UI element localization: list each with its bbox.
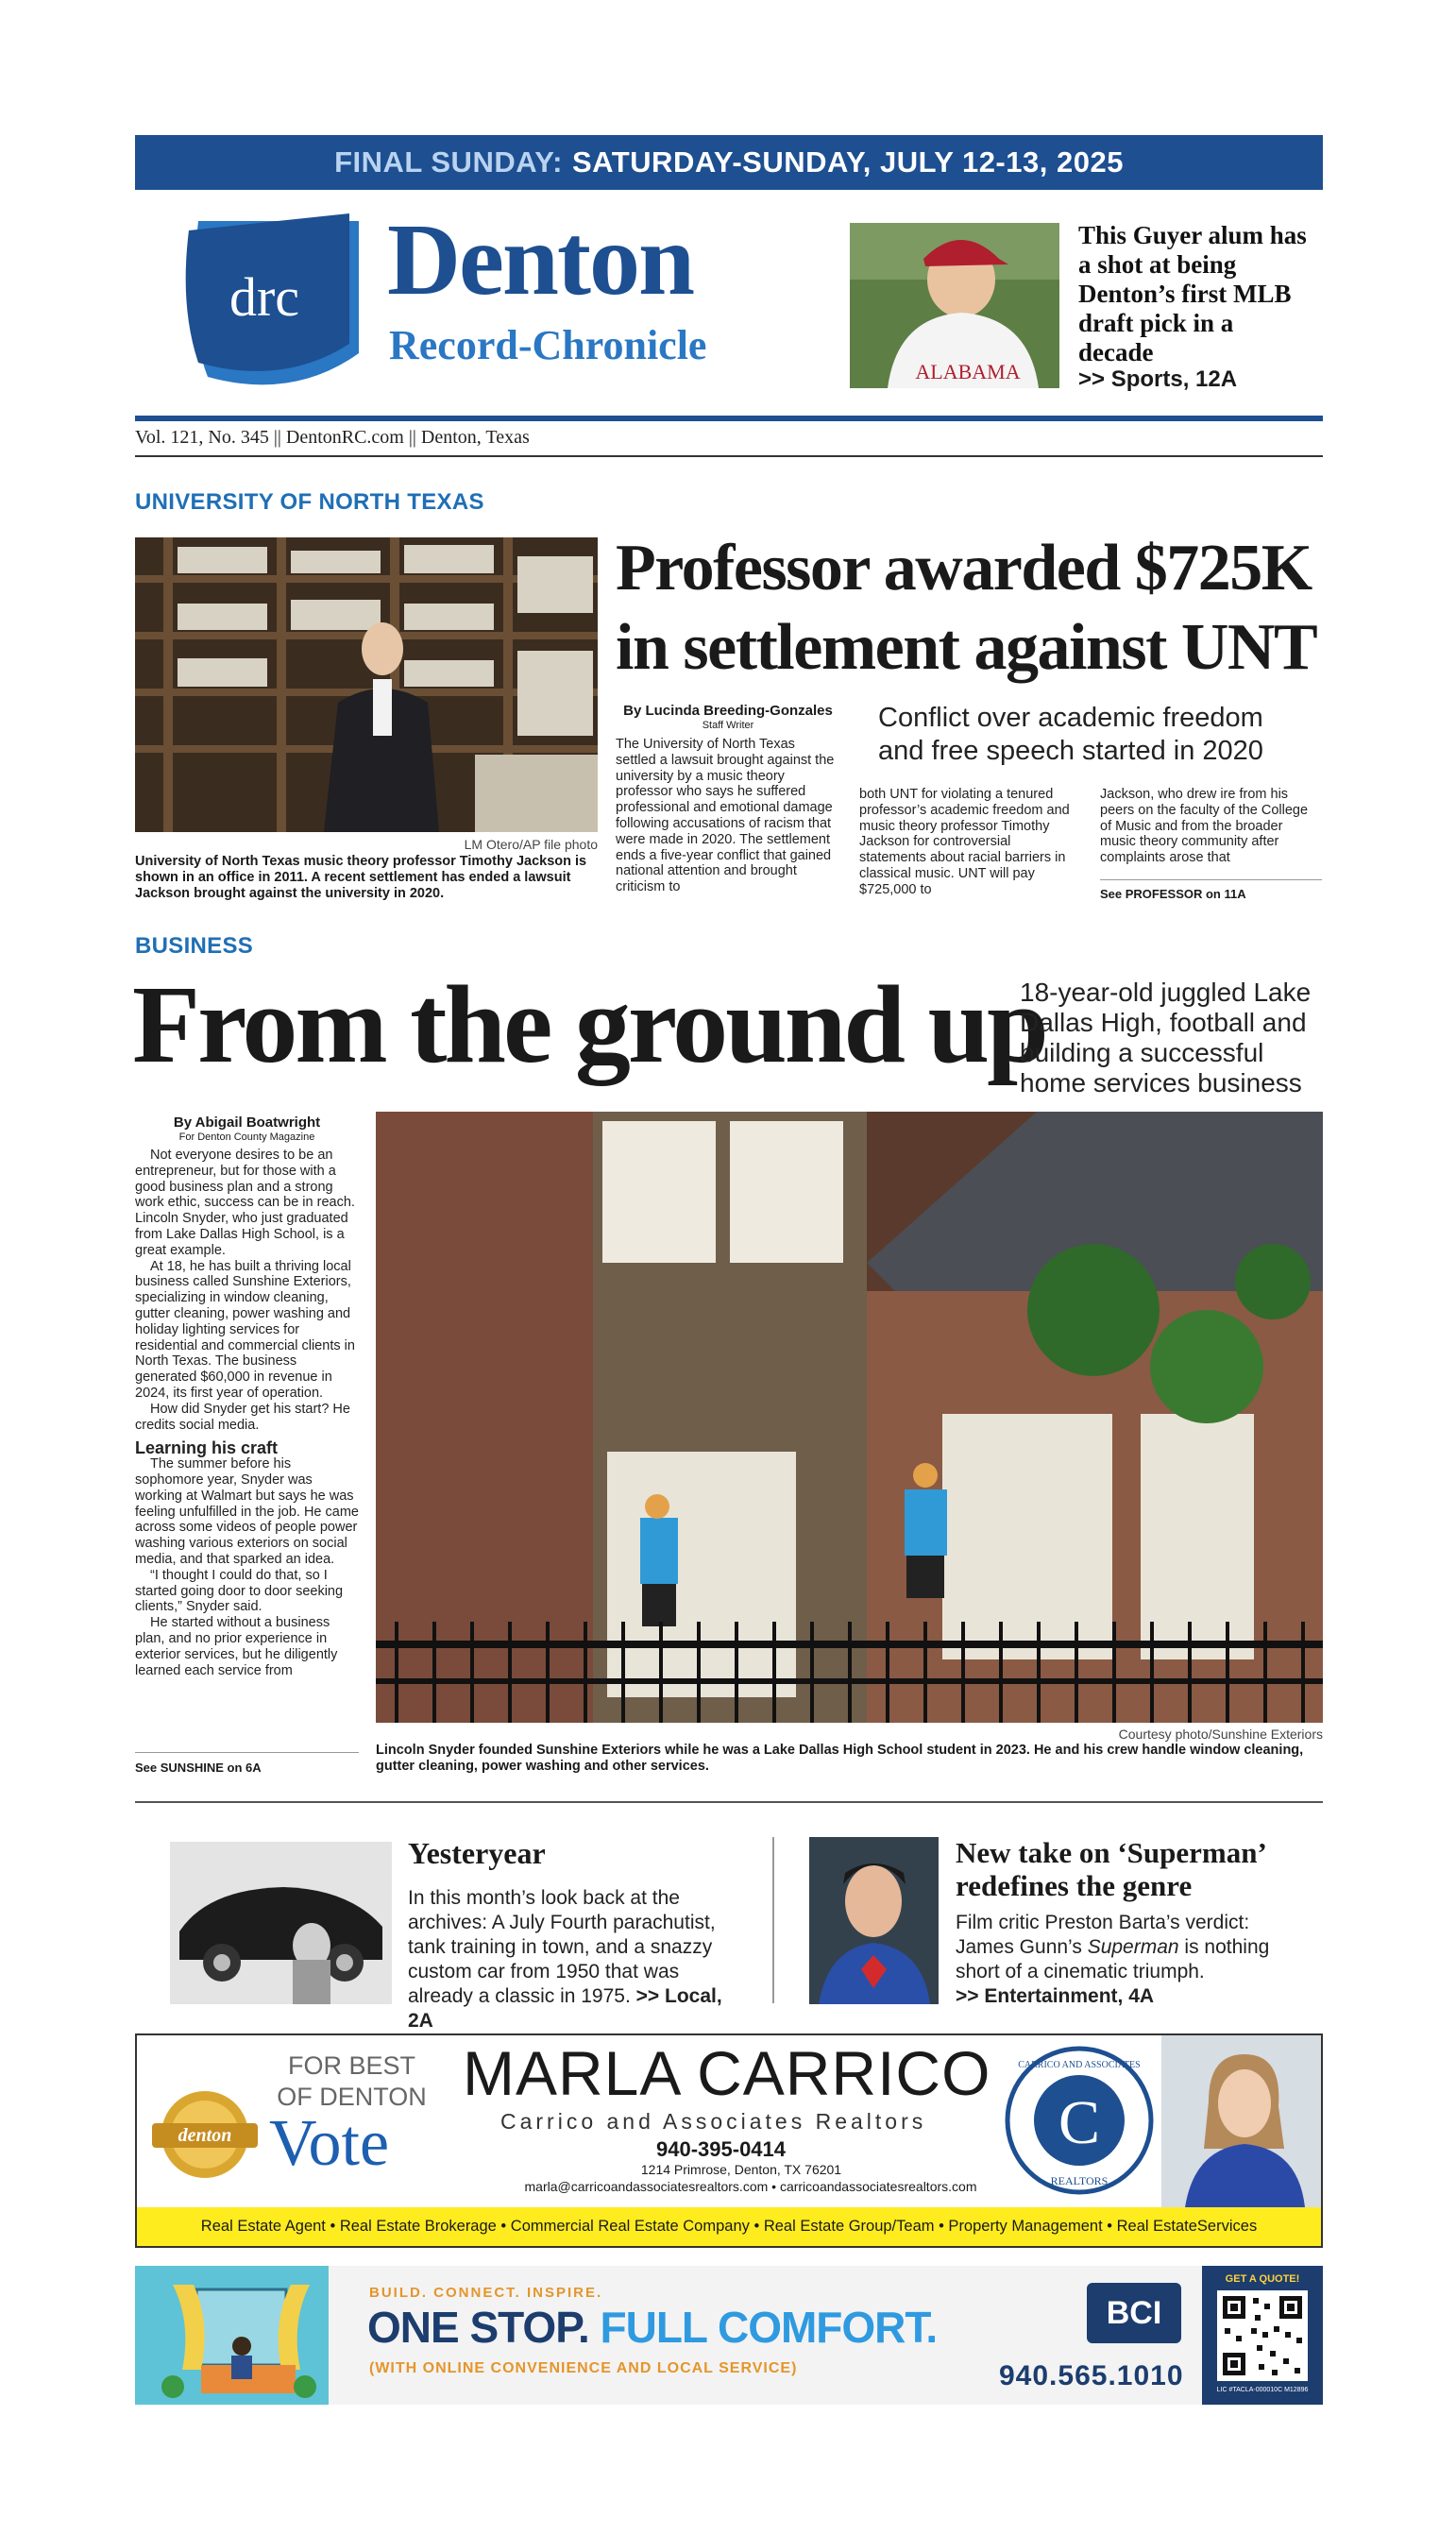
logo-initials: drc [229, 266, 300, 328]
superman-summary [956, 1911, 1305, 2009]
unt-jump-rule [1100, 879, 1322, 880]
teaser-divider [772, 1837, 774, 2003]
business-headline[interactable]: From the ground up [132, 962, 1046, 1086]
ad-tagline: BUILD. CONNECT. INSPIRE. [369, 2285, 603, 2301]
bci-phone[interactable]: 940.565.1010 [999, 2360, 1184, 2391]
unt-headline[interactable]: Professor awarded $725K in settlement against UNT [616, 532, 1317, 684]
unt-byline: By Lucinda Breeding-Gonzales [623, 703, 833, 719]
ad-realtor-name: MARLA CARRICO [463, 2038, 991, 2108]
ad-realtor-company: Carrico and Associates Realtors [500, 2109, 927, 2134]
business-photo-caption: Lincoln Snyder founded Sunshine Exteriors while he was a Lake Dallas High School student in 2023. He and his crew handle window cleaning, gutter cleaning, power washing and other services. [376, 1743, 1304, 1774]
business-byline: By Abigail Boatwright [173, 1114, 321, 1131]
business-jump-link[interactable]: See SUNSHINE on 6A [135, 1761, 262, 1775]
best-of-denton-badge [148, 2087, 262, 2182]
realtor-ad[interactable] [135, 2033, 1323, 2248]
seal-bottom-text: REALTORS [1050, 2174, 1109, 2187]
business-paragraph: The summer before his sophomore year, Snyder was working at Walmart but says he was feeling unfulfilled in the job. He came across some videos of people power washing various exteriors on social media, and that sparked an idea. [135, 1456, 359, 1567]
superman-photo[interactable] [809, 1837, 939, 2004]
superman-title: Superman [1087, 1936, 1179, 1958]
drc-logo[interactable] [179, 212, 373, 393]
folio-line: Vol. 121, No. 345 || DentonRC.com || Denton, Texas [135, 427, 530, 448]
business-story-photo[interactable] [376, 1112, 1323, 1723]
ad-headline-part1: ONE STOP. [367, 2303, 601, 2352]
ad-services-bar: Real Estate Agent • Real Estate Brokerage • Commercial Real Estate Company • Real Estate Group/Team • Property Management • Real EstateServices [137, 2207, 1321, 2246]
seal-top-text: CARRICO AND ASSOCIATES [1018, 2060, 1141, 2070]
ad-headline [367, 2304, 937, 2352]
business-deck: 18-year-old juggled Lake Dallas High, football and building a successful home services business [1020, 978, 1312, 1097]
ad-illustration [135, 2266, 329, 2405]
unt-body-col3: Jackson, who drew ire from his peers on the faculty of the College of Music and from the broader music theory community after complaints arose that [1100, 787, 1309, 866]
unt-kicker[interactable]: UNIVERSITY OF NORTH TEXAS [135, 489, 484, 515]
ad-realtor-address: 1214 Primrose, Denton, TX 76201 [640, 2162, 842, 2177]
teaser-photo-baseball-player[interactable] [850, 223, 1059, 388]
unt-photo-credit: LM Otero/AP file photo [464, 837, 598, 852]
edition-label: FINAL SUNDAY: [334, 145, 563, 179]
section-rule [135, 1801, 1323, 1803]
edition-date: SATURDAY-SUNDAY, JULY 12-13, 2025 [571, 145, 1124, 179]
business-kicker[interactable]: BUSINESS [135, 933, 254, 959]
business-paragraph: He started without a business plan, and no prior experience in exterior services, but he diligently learned each service from [135, 1615, 338, 1678]
masthead-rule [135, 416, 1323, 421]
business-paragraph: How did Snyder get his start? He credits social media. [135, 1401, 350, 1433]
unt-jump-link[interactable]: See PROFESSOR on 11A [1100, 887, 1246, 901]
superman-page-ref[interactable]: >> Entertainment, 4A [956, 1985, 1155, 2007]
teaser-page-ref[interactable]: >> Sports, 12A [1078, 366, 1238, 392]
jersey-text: ALABAMA [915, 360, 1021, 383]
ad-realtor-phone[interactable]: 940-395-0414 [656, 2137, 787, 2161]
ad-realtor-email[interactable]: marla@carricoandassociatesrealtors.com • carricoandassociatesrealtors.com [524, 2179, 977, 2194]
yesteryear-photo-classic-car[interactable] [170, 1842, 392, 2004]
logo-mark-icon [179, 212, 373, 393]
ad-for-best-text: FOR BEST OF DENTON [277, 2051, 427, 2111]
business-byline-role: For Denton County Magazine [178, 1131, 315, 1143]
bci-ad[interactable] [135, 2266, 1323, 2405]
business-paragraph: At 18, he has built a thriving local business called Sunshine Exteriors, specializing in window cleaning, gutter cleaning, power washing and holiday lighting services for residential and commercial clients in North Texas. The business generated $60,000 in revenue in 2024, its first year of operation. [135, 1258, 355, 1401]
seal-letter: C [1058, 2088, 1101, 2157]
realtor-portrait [1161, 2035, 1322, 2207]
ad-headline-part2: FULL COMFORT. [600, 2303, 938, 2352]
ad-license: LIC #TACLA-000010C M12896 [1216, 2387, 1309, 2393]
bci-logo: BCI [1087, 2283, 1181, 2343]
qr-code-icon[interactable] [1217, 2290, 1308, 2381]
superman-text-post: is nothing short of a cinematic triumph. [956, 1936, 1270, 1982]
business-subhead: Learning his craft [135, 1438, 279, 1458]
ad-vote-text: Vote [269, 2107, 390, 2180]
business-paragraph: “I thought I could do that, so I started going door to door seeking clients,” Snyder said. [135, 1567, 344, 1615]
superman-headline[interactable]: New take on ‘Superman’ redefines the genre [956, 1836, 1265, 1902]
qr-label: GET A QUOTE! [1225, 2273, 1300, 2285]
business-jump-rule [135, 1752, 359, 1753]
date-banner [135, 135, 1323, 190]
yesteryear-headline[interactable]: Yesteryear [408, 1836, 546, 1870]
teaser-headline[interactable]: This Guyer alum has a shot at being Denton’s first MLB draft pick in a decade [1078, 221, 1307, 366]
business-paragraph: Not everyone desires to be an entrepreneur, but for those with a good business plan and a strong work ethic, success can be in reach. Lincoln Snyder, who just graduated from Lake Dallas High School, is a great example. [135, 1148, 355, 1258]
paper-subtitle: Record-Chronicle [389, 322, 707, 368]
carrico-seal-logo [1004, 2045, 1155, 2196]
superman-text-pre: Film critic Preston Barta’s verdict: James Gunn’s [956, 1912, 1250, 1958]
business-photo-credit: Courtesy photo/Sunshine Exteriors [1118, 1727, 1323, 1742]
paper-name: Denton [387, 204, 694, 316]
unt-body-col2: both UNT for violating a tenured professor’s academic freedom and music theory professor Timothy Jackson for controversial statements about racial barriers in classical music. UNT will pay $725,000 to [859, 787, 1070, 897]
badge-text: denton [178, 2125, 232, 2146]
business-body [135, 1148, 359, 1678]
unt-body-col1: The University of North Texas settled a lawsuit brought against the university by a music theory professor who says he suffered professional and emotional damage following accusations of racism that were made in 2020. The settlement ends a five-year conflict that gained national attention and brought criticism to [616, 737, 835, 895]
ad-subline: (WITH ONLINE CONVENIENCE AND LOCAL SERVICE) [369, 2360, 798, 2376]
unt-byline-role: Staff Writer [702, 720, 754, 731]
unt-story-photo[interactable] [135, 537, 598, 832]
yesteryear-summary [408, 1886, 738, 2033]
yesteryear-text: In this month’s look back at the archives: A July Fourth parachutist, tank training in town, and a snazzy custom car from 1950 that was already a classic in 1975. [408, 1887, 716, 2007]
folio-rule [135, 455, 1323, 457]
unt-deck: Conflict over academic freedom and free speech started in 2020 [878, 703, 1263, 766]
unt-photo-caption: University of North Texas music theory professor Timothy Jackson is shown in an office in 2011. A recent settlement has ended a lawsuit Jackson brought against the university in 2020. [135, 854, 587, 901]
yesteryear-page-ref[interactable]: >> Local, 2A [408, 1985, 722, 2032]
